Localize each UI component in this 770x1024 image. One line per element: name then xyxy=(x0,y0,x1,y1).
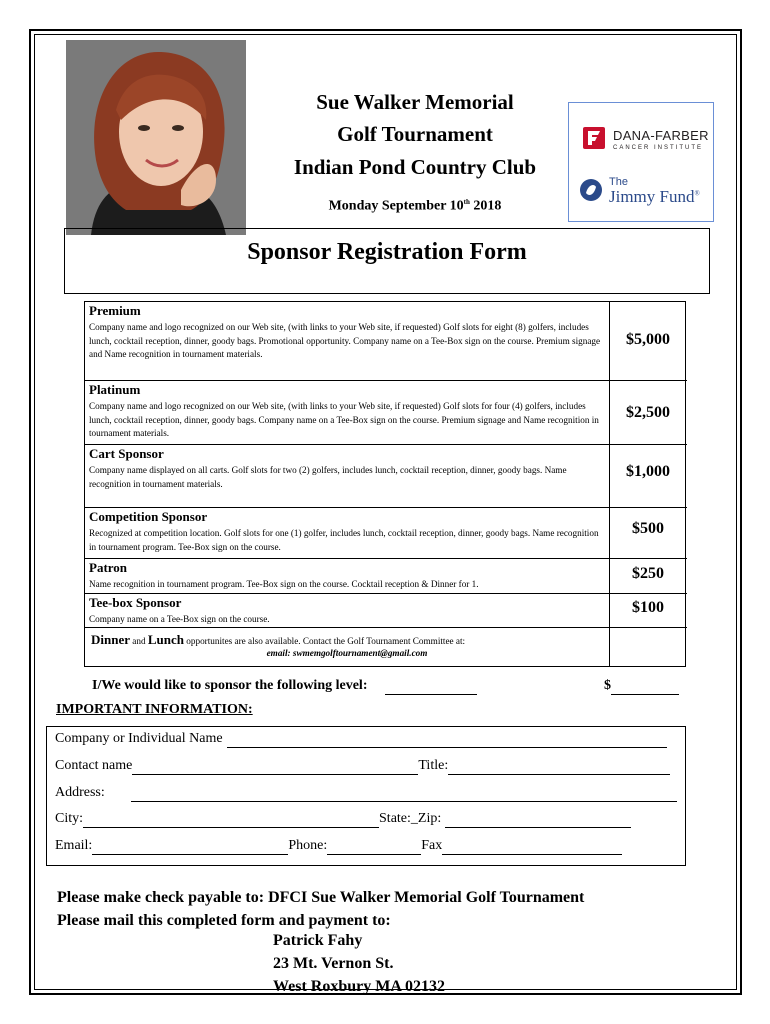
level-price: $500 xyxy=(632,520,664,537)
event-title-line-1: Sue Walker Memorial xyxy=(316,90,514,114)
company-label: Company or Individual Name xyxy=(55,731,223,746)
payment-instructions xyxy=(57,886,584,932)
event-header xyxy=(260,86,570,215)
level-name: Patron xyxy=(89,560,128,575)
event-title-line-2: Golf Tournament xyxy=(337,122,493,146)
level-price: $250 xyxy=(632,565,664,582)
important-heading: IMPORTANT INFORMATION: xyxy=(56,702,253,717)
level-price: $1,000 xyxy=(626,463,670,480)
email-input[interactable] xyxy=(92,838,288,855)
event-date-ordinal: th xyxy=(463,198,470,206)
fax-label: Fax xyxy=(421,838,443,853)
level-name: Premium xyxy=(89,303,141,318)
contact-row xyxy=(55,758,670,775)
jimmy-fund-name xyxy=(609,187,700,207)
jimmy-fund-the: The xyxy=(609,176,628,188)
fax-input[interactable] xyxy=(442,838,622,855)
city-label: City: xyxy=(55,811,84,826)
title-input[interactable] xyxy=(448,758,670,775)
level-name: Competition Sponsor xyxy=(89,509,208,524)
phone-label: Phone: xyxy=(288,838,328,853)
mailing-address xyxy=(273,929,445,998)
level-name: Cart Sponsor xyxy=(89,446,164,461)
jimmy-fund-logo-icon xyxy=(579,175,603,205)
level-name: Tee-box Sponsor xyxy=(89,595,182,610)
level-description: Company name and logo recognized on our Web site, (with links to your Web site, if requested) Golf slots for four (4) golfers, includes lunch, cocktail reception, dinner, goody bags. Company name on a Tee-Box sign on the course. Premium signage and Name recognition in tournament materials. xyxy=(89,401,599,438)
committee-email: email: swmemgolftournament@gmail.com xyxy=(266,648,428,658)
amount-line xyxy=(604,678,679,695)
form-title: Sponsor Registration Form xyxy=(247,239,527,265)
level-name: Platinum xyxy=(89,382,141,397)
mail-line: Please mail this completed form and payment to: xyxy=(57,912,391,929)
level-row-tee-box-sponsor xyxy=(85,594,685,628)
address-label: Address: xyxy=(55,785,105,800)
dollar-sign: $ xyxy=(604,678,611,693)
contact-label: Contact name xyxy=(55,758,133,773)
level-description: Recognized at competition location. Golf slots for one (1) golfer, includes lunch, cocktail reception, dinner, goody bags. Name recognition in tournament program. Tee-Box sign on the course. xyxy=(89,528,599,552)
dinner-lunch-row xyxy=(85,628,685,668)
sponsor-levels-table xyxy=(84,301,686,667)
level-row-patron xyxy=(85,559,685,594)
address-city: West Roxbury MA 02132 xyxy=(273,978,445,995)
level-description: Company name on a Tee-Box sign on the course. xyxy=(89,614,270,624)
level-row-platinum xyxy=(85,381,685,445)
title-label: Title: xyxy=(418,758,449,773)
dana-farber-name: DANA-FARBER xyxy=(613,128,709,143)
address-street: 23 Mt. Vernon St. xyxy=(273,955,394,972)
sponsor-logos xyxy=(568,102,714,222)
address-name: Patrick Fahy xyxy=(273,932,363,949)
dana-farber-subtitle: CANCER INSTITUTE xyxy=(613,145,704,151)
phone-input[interactable] xyxy=(327,838,421,855)
check-payable-line: Please make check payable to: DFCI Sue Walker Memorial Golf Tournament xyxy=(57,889,585,906)
sponsor-level-line xyxy=(92,678,477,695)
sponsor-level-input[interactable] xyxy=(385,678,477,695)
jimmy-fund-registered-mark: ® xyxy=(694,189,700,198)
level-description: Name recognition in tournament program. Tee-Box sign on the course. Cocktail reception & Dinner for 1. xyxy=(89,579,479,589)
portrait-photo xyxy=(66,40,246,235)
email-row xyxy=(55,838,622,855)
state-zip-label: State:_Zip: xyxy=(379,811,442,826)
jimmy-fund-name-text: Jimmy Fund xyxy=(609,187,695,206)
event-venue: Indian Pond Country Club xyxy=(293,155,537,179)
city-row xyxy=(55,811,631,828)
dinner-lunch-note xyxy=(91,632,603,648)
email-label: Email: xyxy=(55,838,93,853)
contact-input[interactable] xyxy=(132,758,418,775)
form-title-box xyxy=(64,228,710,294)
company-row xyxy=(55,731,667,748)
level-row-competition-sponsor xyxy=(85,508,685,559)
dinner-note-text: opportunites are also available. Contact the Golf Tournament Committee at: xyxy=(184,636,466,646)
level-row-premium xyxy=(85,302,685,381)
address-input[interactable] xyxy=(131,785,677,802)
dana-farber-logo-icon xyxy=(583,127,605,149)
and-word: and xyxy=(130,636,148,646)
event-date xyxy=(260,198,570,215)
amount-input[interactable] xyxy=(611,678,679,695)
level-description: Company name displayed on all carts. Golf slots for two (2) golfers, includes lunch, cocktail reception, dinner, goody bags. Name recognition in tournament materials. xyxy=(89,465,567,489)
level-price: $5,000 xyxy=(626,331,670,348)
company-input[interactable] xyxy=(227,731,667,748)
level-price: $100 xyxy=(632,599,664,616)
event-date-main: Monday September 10 xyxy=(328,198,464,214)
event-date-year: 2018 xyxy=(469,198,502,214)
city-input[interactable] xyxy=(83,811,379,828)
address-row xyxy=(55,785,677,802)
dinner-word: Dinner xyxy=(91,632,130,647)
contact-info-box xyxy=(46,726,686,866)
level-description: Company name and logo recognized on our Web site, (with links to your Web site, if requested) Golf slots for eight (8) golfers, includes lunch, cocktail reception, dinner, goody bags. Promotional opportunity. Company name on a Tee-Box sign on the course. Premium signage and Name recognition in tournament materials. xyxy=(89,322,601,359)
level-row-cart-sponsor xyxy=(85,445,685,508)
sponsor-level-label: I/We would like to sponsor the following level: xyxy=(92,678,368,693)
zip-input[interactable] xyxy=(445,811,631,828)
level-price: $2,500 xyxy=(626,404,670,421)
lunch-word: Lunch xyxy=(147,632,184,647)
portrait-illustration xyxy=(66,40,246,235)
